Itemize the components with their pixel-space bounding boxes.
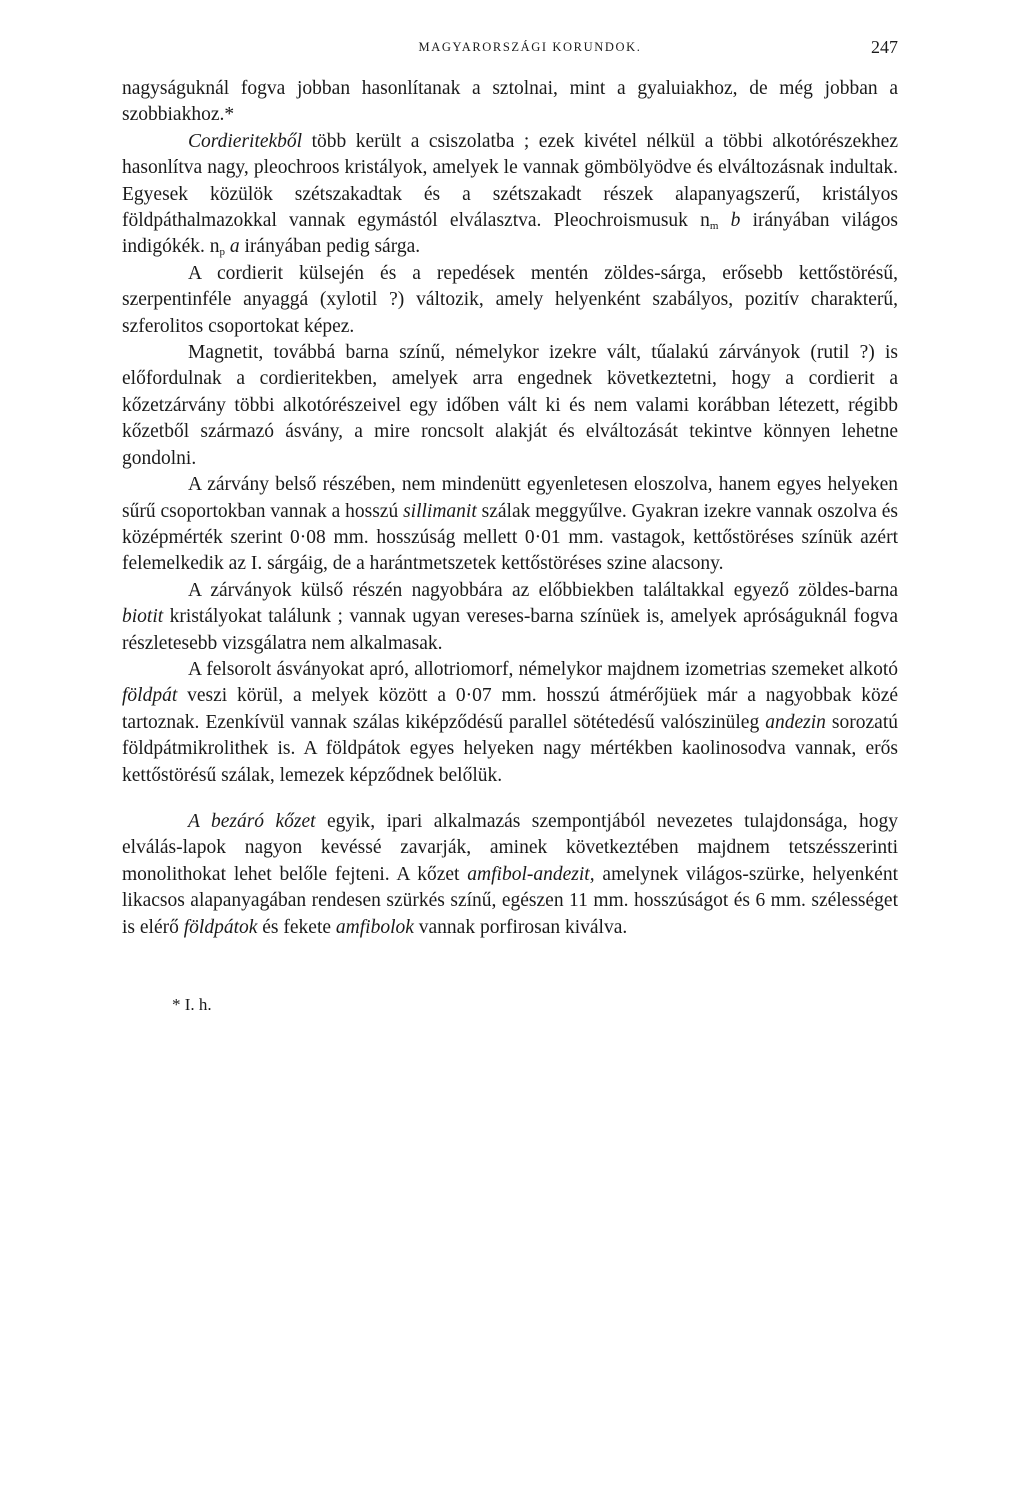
amphiboles-term: amfibolok <box>335 916 414 938</box>
paragraph-2: Cordieritekből több került a csiszolatba ; ezek kivétel nélkül a többi alkotórészekhez hasonlítva nagy, pleochroos kristályok, amelyek le vannak gömbölyödve és elváltozásnak indultak. Egyesek közülök szétszakadtak és a szétszakadt részek alapanyagszerű, kristályos földpáthalmazokkal vannak egymástól elválasztva. Pleochroismusuk $n_m$ b irányában világos indigókék. $n_p$ a irányában pedig sárga. <box>122 130 899 259</box>
document-page <box>122 37 899 1015</box>
paragraph-3: A cordierit külsején és a repedések mentén zöldes-sárga, erősebb kettőstörésű, szerpentinféle anyaggá (xylotil ?) változik, amely helyenként szabályos, pozitív charakterű, szferolitos csoportokat képez. <box>122 262 898 337</box>
paragraph-4: Magnetit, továbbá barna színű, némelykor izekre vált, tűalakú zárványok (rutil ?) is előfordulnak a cordieritekben, amelyek arra engednek következtetni, hogy a cordierit a kőzetzárvány többi alkotórészeivel egy időben vált ki és nem valami korábban létezett, régibb kőzetből származó ásvány, a mire roncsolt alakját és elváltozását tekintve könnyen lehetne gondolni. <box>122 342 898 469</box>
feldspars-term: földpátok <box>183 916 258 938</box>
andesine-term: andezin <box>765 711 826 733</box>
page-number: 247 <box>871 37 898 57</box>
host-rock-term: A bezáró kőzet <box>188 810 316 832</box>
footnote: * I. h. <box>172 995 212 1014</box>
sillimanite-term: sillimanit <box>403 500 477 522</box>
running-header <box>122 37 898 70</box>
paragraph-7: A felsorolt ásványokat apró, allotriomorf, némelykor majdnem izometrias szemeket alkotó földpát veszi körül, a melyek között a 0·07 mm. hosszú átmérőjüek már a nagyobbak közé tartoznak. Ezenkívül vannak szálas kiképződésű parallel sötétedésű valószinüleg andezin sorozatú földpátmikrolithek is. A földpátok egyes helyeken nagy mértékben kaolinosodva vannak, erős kettőstörésű szálak, lemezek képződnek belőlük. <box>122 658 898 786</box>
amphibole-andesite-term: amfibol-andezit, <box>467 863 595 885</box>
body-text <box>122 76 898 941</box>
cordierite-term: Cordieritekből <box>188 130 303 152</box>
paragraph-8: A bezáró kőzet egyik, ipari alkalmazás szempontjából nevezetes tulajdonsága, hogy elválás-lapok nagyon kevéssé zavarják, aminek következtében majdnem tetszésszerinti monolithokat lehet belőle fejteni. A kőzet amfibol-andezit, amelynek világos-szürke, helyenként likacsos alapanyagában rendesen szürkés színű, egészen 11 mm. hosszúságot és 6 mm. szélességet is elérő földpátok és fekete amfibolok vannak porfirosan kiválva. <box>122 810 898 938</box>
biotite-term: biotit <box>122 606 164 628</box>
paragraph-5: A zárvány belső részében, nem mindenütt egyenletesen eloszolva, hanem egyes helyeken sűrű csoportokban vannak a hosszú sillimanit szálak meggyűlve. Gyakran izekre vannak oszolva és középmérték szerint 0·08 mm. hosszúság mellett 0·01 mm. vastagok, kettőstöréses színük azért felemelkedik az I. sárgáig, de a harántmetszetek kettőstöréses szine alacsony. <box>122 474 899 575</box>
paragraph-1: nagyságuknál fogva jobban hasonlítanak a sztolnai, mint a gyaluiakhoz, de még jobban a szobbiakhoz.* <box>122 78 898 126</box>
feldspar-term: földpát <box>122 685 178 707</box>
paragraph-6: A zárványok külső részén nagyobbára az előbbiekben találtakkal egyező zöldes-barna biotit kristályokat találunk ; vannak ugyan vereses-barna színüek is, amelyek apróságuknál fogva részletesebb vizsgálatra nem alkalmasak. <box>122 579 898 654</box>
running-title: MAGYARORSZÁGI KORUNDOK. <box>418 40 642 54</box>
